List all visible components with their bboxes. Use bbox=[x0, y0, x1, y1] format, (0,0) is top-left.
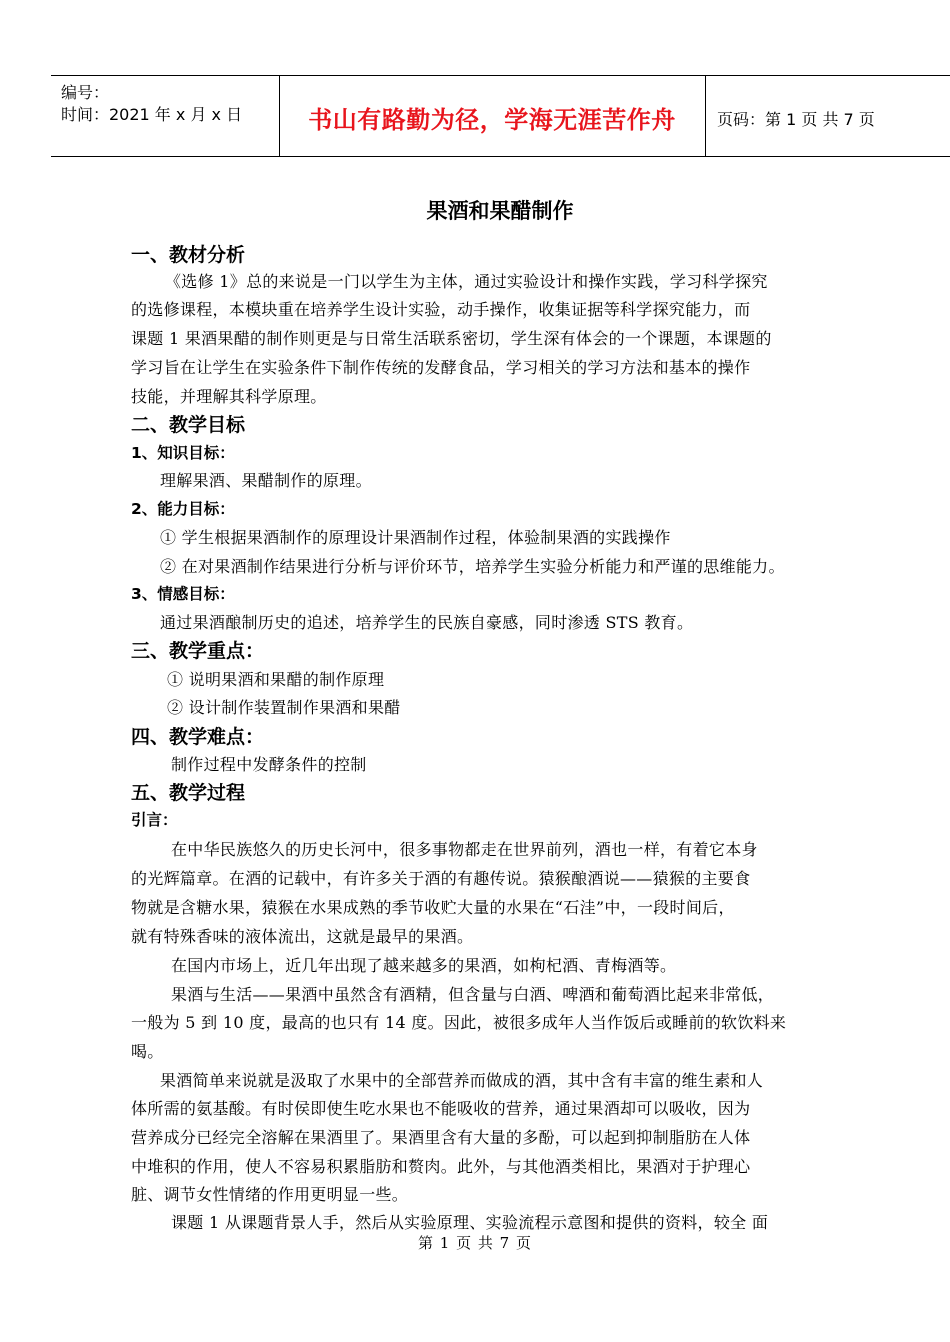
paragraph-line: 营养成分已经完全溶解在果酒里了。果酒里含有大量的多酚，可以起到抑制脂肪在人体 bbox=[131, 1128, 751, 1147]
subsection-heading: 3、情感目标： bbox=[131, 585, 235, 603]
paragraph-line: 体所需的氨基酸。有时侯即使生吃水果也不能吸收的营养，通过果酒却可以吸收，因为 bbox=[131, 1099, 751, 1118]
paragraph-line: 理解果酒、果醋制作的原理。 bbox=[160, 471, 372, 490]
number-label: 编号： bbox=[61, 83, 110, 102]
paragraph-line: 制作过程中发酵条件的控制 bbox=[171, 755, 367, 774]
paragraph-line: 果酒与生活——果酒中虽然含有酒精，但含量与白酒、啤酒和葡萄酒比起来非常低， bbox=[171, 985, 775, 1004]
list-item: ② 设计制作装置制作果酒和果醋 bbox=[167, 698, 401, 717]
paragraph-line: 一般为 5 到 10 度，最高的也只有 14 度。因此，被很多成年人当作饭后或睡前的软饮料来 bbox=[131, 1013, 787, 1032]
paragraph-line: 学习旨在让学生在实验条件下制作传统的发酵食品，学习相关的学习方法和基本的操作 bbox=[131, 358, 751, 377]
paragraph-line: 就有特殊香味的液体流出，这就是最早的果酒。 bbox=[131, 927, 474, 946]
section-heading: 五、教学过程 bbox=[131, 782, 246, 804]
paragraph-line: 的光辉篇章。在酒的记载中，有许多关于酒的有趣传说。猿猴酿酒说——猿猴的主要食 bbox=[131, 869, 751, 888]
paragraph-line: 果酒简单来说就是汲取了水果中的全部营养而做成的酒，其中含有丰富的维生素和人 bbox=[160, 1071, 764, 1090]
paragraph-line: 脏、调节女性情绪的作用更明显一些。 bbox=[131, 1185, 409, 1204]
paragraph-line: 技能，并理解其科学原理。 bbox=[131, 387, 327, 406]
paragraph-line: 喝。 bbox=[131, 1042, 164, 1061]
paragraph-line: 在中华民族悠久的历史长河中，很多事物都走在世界前列，酒也一样，有着它本身 bbox=[171, 840, 758, 859]
document-title: 果酒和果醋制作 bbox=[426, 199, 574, 223]
page-footer: 第 1 页 共 7 页 bbox=[418, 1234, 532, 1252]
paragraph-line: 在国内市场上，近几年出现了越来越多的果酒，如枸杞酒、青梅酒等。 bbox=[171, 956, 677, 975]
list-item: ① 学生根据果酒制作的原理设计果酒制作过程，体验制果酒的实践操作 bbox=[160, 528, 671, 547]
page-header bbox=[51, 75, 950, 157]
paragraph-line: 中堆积的作用，使人不容易积累脂肪和赘肉。此外，与其他酒类相比，果酒对于护理心 bbox=[131, 1157, 751, 1176]
paragraph-line: 课题 1 从课题背景人手，然后从实验原理、实验流程示意图和提供的资料，较全 面 bbox=[171, 1213, 769, 1232]
header-page-label: 页码：第 1 页 共 7 页 bbox=[717, 110, 875, 129]
list-item: ② 在对果酒制作结果进行分析与评价环节，培养学生实验分析能力和严谨的思维能力。 bbox=[160, 557, 785, 576]
section-heading: 三、教学重点： bbox=[131, 640, 265, 662]
subsection-heading: 1、知识目标： bbox=[131, 444, 235, 462]
time-label: 时间：2021 年 x 月 x 日 bbox=[61, 105, 243, 124]
subsection-heading: 引言： bbox=[131, 811, 178, 829]
paragraph-line: 物就是含糖水果，猿猴在水果成熟的季节收贮大量的水果在“石洼”中，一段时间后， bbox=[131, 898, 735, 917]
section-heading: 一、教材分析 bbox=[131, 244, 246, 266]
header-meta bbox=[61, 82, 242, 126]
paragraph-line: 通过果酒酿制历史的追述，培养学生的民族自豪感，同时渗透 STS 教育。 bbox=[160, 613, 694, 632]
subsection-heading: 2、能力目标： bbox=[131, 500, 235, 518]
section-heading: 四、教学难点： bbox=[131, 726, 265, 748]
paragraph-line: 课题 1 果酒果醋的制作则更是与日常生活联系密切，学生深有体会的一个课题，本课题的 bbox=[131, 329, 772, 348]
section-heading: 二、教学目标 bbox=[131, 414, 246, 436]
header-divider bbox=[705, 76, 706, 156]
paragraph-line: 的选修课程，本模块重在培养学生设计实验，动手操作，收集证据等科学探究能力，而 bbox=[131, 300, 751, 319]
list-item: ① 说明果酒和果醋的制作原理 bbox=[167, 670, 385, 689]
header-motto: 书山有路勤为径，学海无涯苦作舟 bbox=[308, 106, 676, 134]
paragraph-line: 《选修 1》总的来说是一门以学生为主体，通过实验设计和操作实践，学习科学探究 bbox=[165, 272, 768, 291]
